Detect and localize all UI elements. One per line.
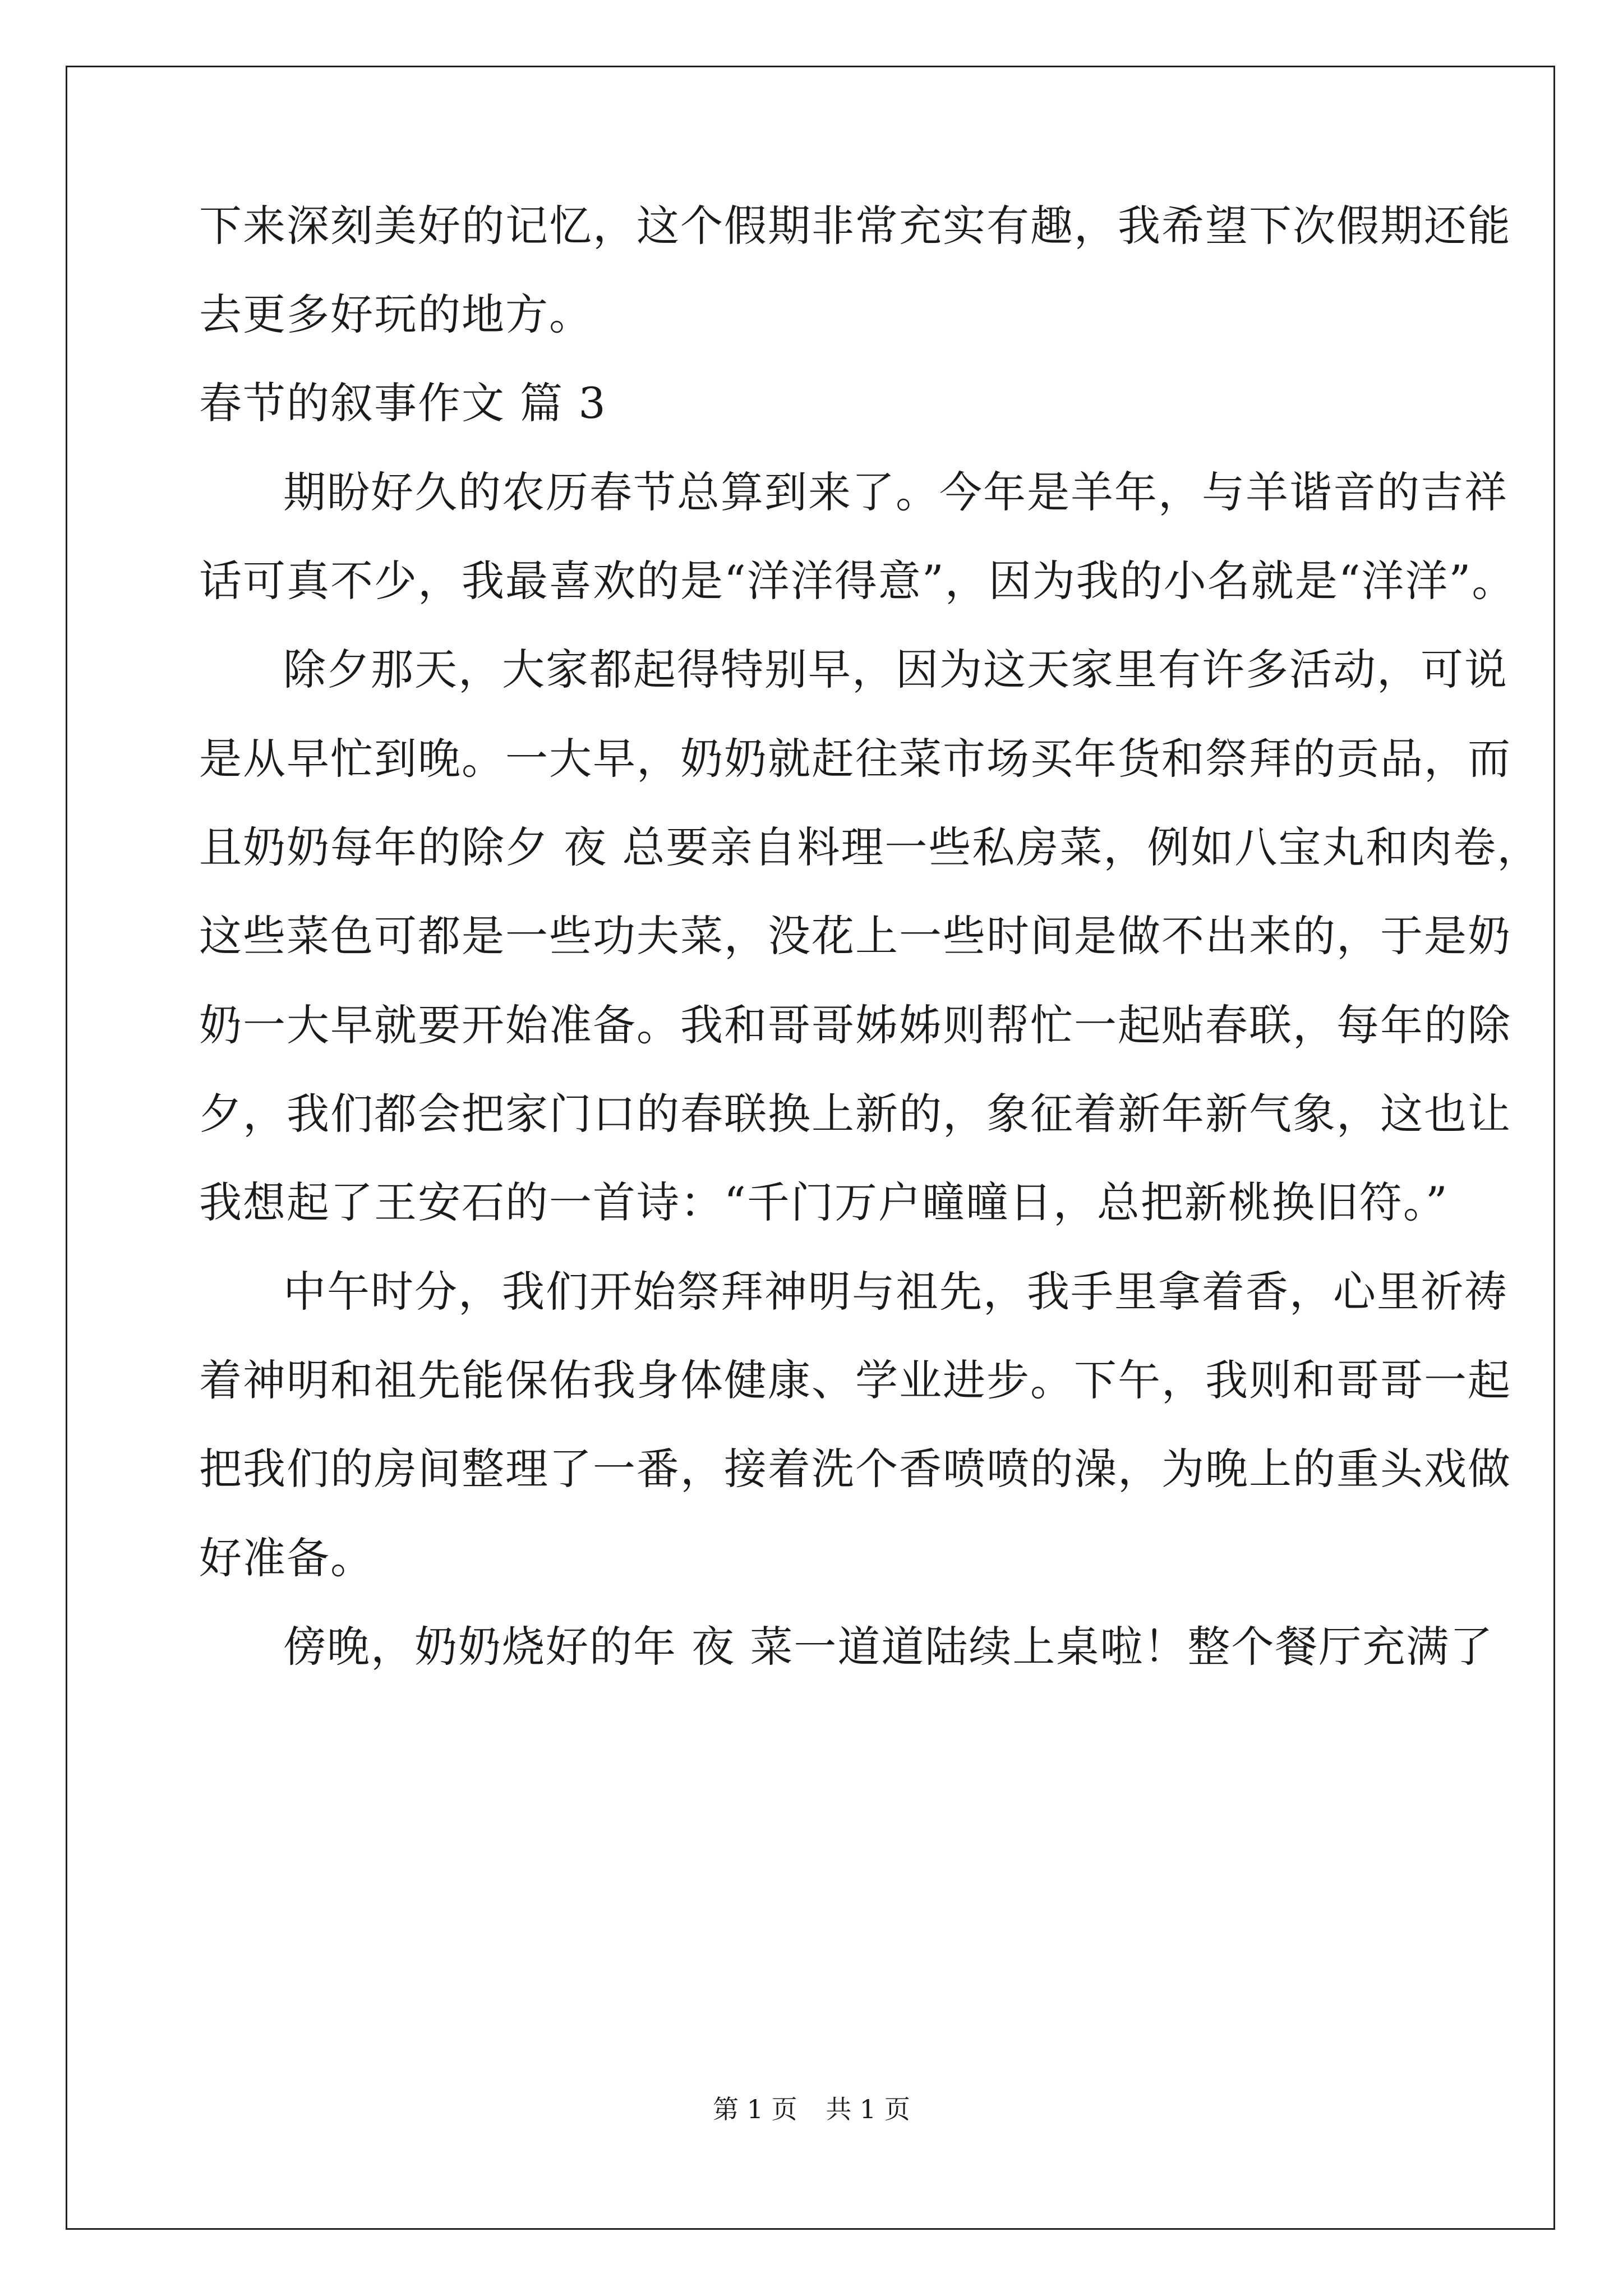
paragraph-first-line: 除夕那天，大家都起得特别早，因为这天家里有许多活动，可说 bbox=[283, 645, 1508, 694]
text-line: 着神明和祖先能保佑我身体健康、学业进步。下午，我则和哥哥一起 bbox=[199, 1355, 1511, 1405]
paragraph-first-line: 傍晚，奶奶烧好的年 夜 菜一道道陆续上桌啦！整个餐厅充满了 bbox=[283, 1622, 1494, 1672]
text-line: 把我们的房间整理了一番，接着洗个香喷喷的澡，为晚上的重头戏做 bbox=[199, 1444, 1511, 1494]
text-line: 下来深刻美好的记忆，这个假期非常充实有趣，我希望下次假期还能 bbox=[199, 201, 1511, 251]
page-total: 共 1 页 bbox=[826, 2094, 910, 2124]
text-line: 我想起了王安石的一首诗：“千门万户曈曈日，总把新桃换旧符。” bbox=[199, 1177, 1449, 1227]
page-number: 第 1 页 bbox=[713, 2094, 797, 2124]
text-line: 这些菜色可都是一些功夫菜，没花上一些时间是做不出来的，于是奶 bbox=[199, 911, 1511, 961]
text-line: 是从早忙到晚。一大早，奶奶就赶往菜市场买年货和祭拜的贡品，而 bbox=[199, 734, 1511, 784]
text-line: 去更多好玩的地方。 bbox=[199, 289, 593, 339]
text-line: 夕，我们都会把家门口的春联换上新的，象征着新年新气象，这也让 bbox=[199, 1089, 1511, 1139]
page-footer bbox=[0, 2092, 1623, 2126]
text-line: 且奶奶每年的除夕 夜 总要亲自料理一些私房菜，例如八宝丸和肉卷， bbox=[199, 822, 1541, 872]
text-line: 话可真不少，我最喜欢的是“洋洋得意”，因为我的小名就是“洋洋”。 bbox=[199, 556, 1516, 606]
text-line: 奶一大早就要开始准备。我和哥哥姊姊则帮忙一起贴春联，每年的除 bbox=[199, 1000, 1511, 1050]
paragraph-first-line: 中午时分，我们开始祭拜神明与祖先，我手里拿着香，心里祈祷 bbox=[283, 1267, 1508, 1317]
text-line: 好准备。 bbox=[199, 1533, 374, 1583]
paragraph-first-line: 期盼好久的农历春节总算到来了。今年是羊年，与羊谐音的吉祥 bbox=[283, 467, 1508, 517]
section-heading: 春节的叙事作文 篇 3 bbox=[199, 378, 607, 428]
